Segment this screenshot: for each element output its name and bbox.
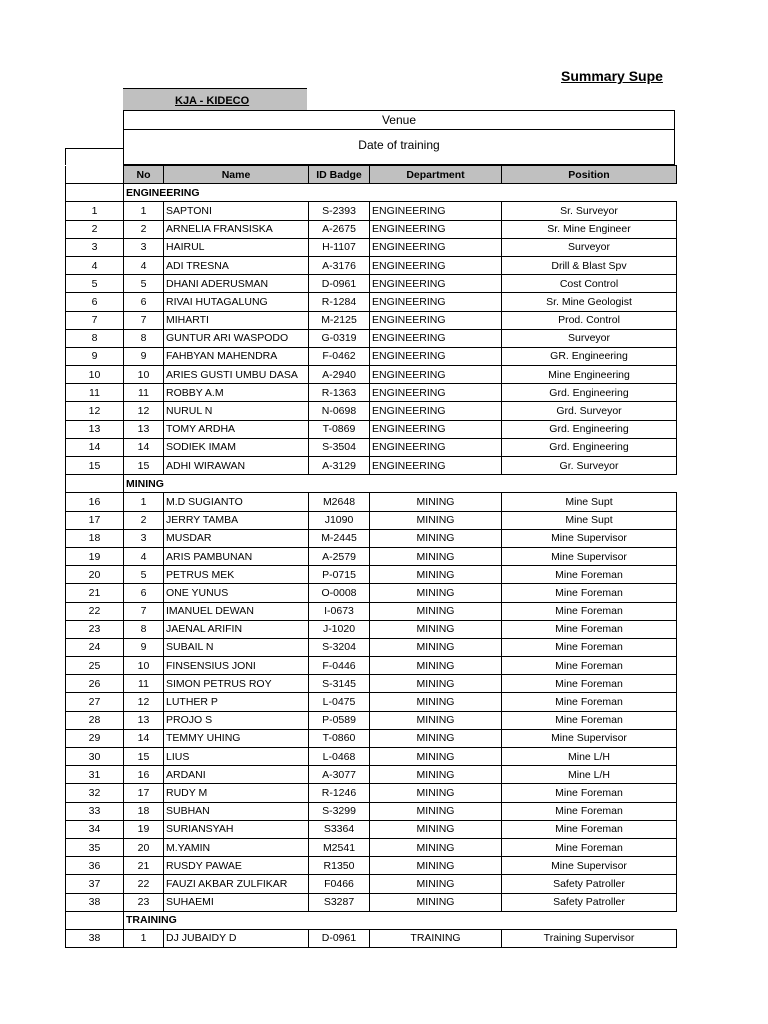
department-cell: MINING <box>370 711 502 729</box>
name-cell: SURIANSYAH <box>164 820 309 838</box>
seq-cell: 35 <box>66 838 124 856</box>
no-cell: 20 <box>124 838 164 856</box>
no-cell: 1 <box>124 202 164 220</box>
name-cell: PROJO S <box>164 711 309 729</box>
name-cell: LIUS <box>164 748 309 766</box>
position-cell: Mine Supt <box>502 493 677 511</box>
no-cell: 14 <box>124 729 164 747</box>
table-row <box>66 457 677 475</box>
position-cell: Mine Foreman <box>502 584 677 602</box>
name-cell: HAIRUL <box>164 238 309 256</box>
position-cell: Surveyor <box>502 329 677 347</box>
seq-cell: 4 <box>66 256 124 274</box>
section-seq-cell <box>66 475 124 493</box>
department-cell: ENGINEERING <box>370 220 502 238</box>
section-label: MINING <box>126 477 164 490</box>
seq-cell: 13 <box>66 420 124 438</box>
table-row <box>66 693 677 711</box>
name-cell: FAHBYAN MAHENDRA <box>164 347 309 365</box>
table-row <box>66 838 677 856</box>
seq-cell: 37 <box>66 875 124 893</box>
position-cell: Safety Patroller <box>502 875 677 893</box>
no-cell: 12 <box>124 402 164 420</box>
id-badge-cell: A-2940 <box>309 366 370 384</box>
seq-cell: 11 <box>66 384 124 402</box>
table-row <box>66 657 677 675</box>
seq-cell: 22 <box>66 602 124 620</box>
section-row <box>66 184 677 202</box>
name-cell: SIMON PETRUS ROY <box>164 675 309 693</box>
seq-cell: 1 <box>66 202 124 220</box>
table-row <box>66 620 677 638</box>
no-cell: 2 <box>124 511 164 529</box>
section-label: TRAINING <box>126 914 177 927</box>
no-cell: 8 <box>124 620 164 638</box>
no-cell: 22 <box>124 875 164 893</box>
department-cell: MINING <box>370 802 502 820</box>
department-cell: MINING <box>370 602 502 620</box>
seq-cell: 25 <box>66 657 124 675</box>
no-cell: 9 <box>124 638 164 656</box>
id-badge-cell: S-3504 <box>309 438 370 456</box>
department-cell: ENGINEERING <box>370 238 502 256</box>
sheet-border-stub <box>65 148 124 165</box>
department-cell: ENGINEERING <box>370 202 502 220</box>
name-cell: RIVAI HUTAGALUNG <box>164 293 309 311</box>
department-cell: ENGINEERING <box>370 457 502 475</box>
department-cell: MINING <box>370 675 502 693</box>
name-cell: NURUL N <box>164 402 309 420</box>
table-row <box>66 638 677 656</box>
name-cell: ROBBY A.M <box>164 384 309 402</box>
table-row <box>66 275 677 293</box>
name-cell: LUTHER P <box>164 693 309 711</box>
seq-cell: 29 <box>66 729 124 747</box>
position-cell: Mine Supt <box>502 511 677 529</box>
table-row <box>66 802 677 820</box>
position-cell: Mine Supervisor <box>502 857 677 875</box>
position-cell: Sr. Surveyor <box>502 202 677 220</box>
id-badge-cell: D-0961 <box>309 929 370 947</box>
id-badge-cell: R-1284 <box>309 293 370 311</box>
header-department: Department <box>370 166 502 184</box>
department-cell: ENGINEERING <box>370 275 502 293</box>
table-row <box>66 820 677 838</box>
seq-cell: 21 <box>66 584 124 602</box>
id-badge-cell: M2648 <box>309 493 370 511</box>
position-cell: Mine Foreman <box>502 693 677 711</box>
seq-cell: 28 <box>66 711 124 729</box>
id-badge-cell: R-1363 <box>309 384 370 402</box>
header-no: No <box>124 166 164 184</box>
position-cell: Mine Foreman <box>502 820 677 838</box>
table-row <box>66 929 677 947</box>
no-cell: 21 <box>124 857 164 875</box>
table-row <box>66 511 677 529</box>
page-title: Summary Supe <box>561 68 663 84</box>
department-cell: MINING <box>370 511 502 529</box>
table-row <box>66 748 677 766</box>
seq-cell: 17 <box>66 511 124 529</box>
position-cell: Mine Engineering <box>502 366 677 384</box>
name-cell: ARNELIA FRANSISKA <box>164 220 309 238</box>
seq-cell: 26 <box>66 675 124 693</box>
position-cell: Mine Foreman <box>502 802 677 820</box>
name-cell: M.YAMIN <box>164 838 309 856</box>
name-cell: ARIS PAMBUNAN <box>164 547 309 565</box>
department-cell: MINING <box>370 729 502 747</box>
name-cell: SUHAEMI <box>164 893 309 911</box>
table-row <box>66 238 677 256</box>
position-cell: Mine Foreman <box>502 838 677 856</box>
id-badge-cell: P-0715 <box>309 566 370 584</box>
department-cell: ENGINEERING <box>370 347 502 365</box>
department-cell: MINING <box>370 857 502 875</box>
name-cell: SUBHAN <box>164 802 309 820</box>
position-cell: Mine Foreman <box>502 711 677 729</box>
table-row <box>66 729 677 747</box>
id-badge-cell: P-0589 <box>309 711 370 729</box>
name-cell: ADHI WIRAWAN <box>164 457 309 475</box>
header-position: Position <box>502 166 677 184</box>
id-badge-cell: L-0475 <box>309 693 370 711</box>
department-cell: MINING <box>370 893 502 911</box>
department-cell: ENGINEERING <box>370 311 502 329</box>
name-cell: ARIES GUSTI UMBU DASA <box>164 366 309 384</box>
department-cell: MINING <box>370 584 502 602</box>
no-cell: 17 <box>124 784 164 802</box>
id-badge-cell: S-2393 <box>309 202 370 220</box>
id-badge-cell: A-2579 <box>309 547 370 565</box>
id-badge-cell: J1090 <box>309 511 370 529</box>
department-cell: MINING <box>370 693 502 711</box>
name-cell: SAPTONI <box>164 202 309 220</box>
name-cell: PETRUS MEK <box>164 566 309 584</box>
seq-cell: 12 <box>66 402 124 420</box>
no-cell: 5 <box>124 566 164 584</box>
name-cell: TEMMY UHING <box>164 729 309 747</box>
no-cell: 12 <box>124 693 164 711</box>
table-header-row <box>66 166 677 184</box>
id-badge-cell: N-0698 <box>309 402 370 420</box>
id-badge-cell: F-0462 <box>309 347 370 365</box>
department-cell: MINING <box>370 748 502 766</box>
table-row <box>66 766 677 784</box>
no-cell: 7 <box>124 602 164 620</box>
id-badge-cell: T-0860 <box>309 729 370 747</box>
section-row <box>66 911 677 929</box>
seq-cell: 8 <box>66 329 124 347</box>
department-cell: MINING <box>370 820 502 838</box>
department-cell: ENGINEERING <box>370 384 502 402</box>
no-cell: 23 <box>124 893 164 911</box>
position-cell: GR. Engineering <box>502 347 677 365</box>
seq-cell: 31 <box>66 766 124 784</box>
seq-cell: 10 <box>66 366 124 384</box>
no-cell: 7 <box>124 311 164 329</box>
venue-field: Venue <box>123 110 675 130</box>
seq-cell: 6 <box>66 293 124 311</box>
name-cell: TOMY ARDHA <box>164 420 309 438</box>
seq-cell: 38 <box>66 893 124 911</box>
no-cell: 5 <box>124 275 164 293</box>
table-row <box>66 329 677 347</box>
position-cell: Mine Foreman <box>502 675 677 693</box>
no-cell: 19 <box>124 820 164 838</box>
id-badge-cell: G-0319 <box>309 329 370 347</box>
table-row <box>66 875 677 893</box>
no-cell: 3 <box>124 238 164 256</box>
position-cell: Mine L/H <box>502 766 677 784</box>
id-badge-cell: F-0446 <box>309 657 370 675</box>
name-cell: RUSDY PAWAE <box>164 857 309 875</box>
table-row <box>66 311 677 329</box>
company-name: KJA - KIDECO <box>175 95 250 107</box>
position-cell: Mine Foreman <box>502 566 677 584</box>
no-cell: 11 <box>124 675 164 693</box>
no-cell: 8 <box>124 329 164 347</box>
no-cell: 6 <box>124 584 164 602</box>
date-of-training-field: Date of training <box>123 129 675 165</box>
header-name: Name <box>164 166 309 184</box>
table-row <box>66 402 677 420</box>
position-cell: Safety Patroller <box>502 893 677 911</box>
department-cell: ENGINEERING <box>370 438 502 456</box>
section-seq-cell <box>66 184 124 202</box>
name-cell: SODIEK IMAM <box>164 438 309 456</box>
id-badge-cell: H-1107 <box>309 238 370 256</box>
no-cell: 6 <box>124 293 164 311</box>
department-cell: MINING <box>370 657 502 675</box>
table-row <box>66 420 677 438</box>
no-cell: 3 <box>124 529 164 547</box>
name-cell: JAENAL ARIFIN <box>164 620 309 638</box>
table-row <box>66 493 677 511</box>
header-seq <box>66 166 124 184</box>
department-cell: MINING <box>370 766 502 784</box>
position-cell: Drill & Blast Spv <box>502 256 677 274</box>
position-cell: Grd. Engineering <box>502 420 677 438</box>
no-cell: 18 <box>124 802 164 820</box>
section-seq-cell <box>66 911 124 929</box>
table-row <box>66 293 677 311</box>
seq-cell: 36 <box>66 857 124 875</box>
table-row <box>66 857 677 875</box>
name-cell: M.D SUGIANTO <box>164 493 309 511</box>
seq-cell: 2 <box>66 220 124 238</box>
id-badge-cell: S3287 <box>309 893 370 911</box>
no-cell: 10 <box>124 657 164 675</box>
table-row <box>66 784 677 802</box>
department-cell: MINING <box>370 547 502 565</box>
seq-cell: 3 <box>66 238 124 256</box>
no-cell: 1 <box>124 929 164 947</box>
id-badge-cell: S-3299 <box>309 802 370 820</box>
seq-cell: 9 <box>66 347 124 365</box>
id-badge-cell: A-3176 <box>309 256 370 274</box>
position-cell: Mine Supervisor <box>502 529 677 547</box>
position-cell: Sr. Mine Geologist <box>502 293 677 311</box>
id-badge-cell: J-1020 <box>309 620 370 638</box>
department-cell: ENGINEERING <box>370 293 502 311</box>
no-cell: 16 <box>124 766 164 784</box>
company-header <box>123 88 307 111</box>
id-badge-cell: S-3204 <box>309 638 370 656</box>
department-cell: MINING <box>370 529 502 547</box>
position-cell: Grd. Surveyor <box>502 402 677 420</box>
table-row <box>66 675 677 693</box>
no-cell: 11 <box>124 384 164 402</box>
id-badge-cell: O-0008 <box>309 584 370 602</box>
position-cell: Sr. Mine Engineer <box>502 220 677 238</box>
table-row <box>66 256 677 274</box>
id-badge-cell: A-3077 <box>309 766 370 784</box>
seq-cell: 33 <box>66 802 124 820</box>
id-badge-cell: M2541 <box>309 838 370 856</box>
seq-cell: 38 <box>66 929 124 947</box>
name-cell: MUSDAR <box>164 529 309 547</box>
seq-cell: 5 <box>66 275 124 293</box>
position-cell: Mine L/H <box>502 748 677 766</box>
position-cell: Mine Foreman <box>502 638 677 656</box>
participants-table <box>65 165 677 948</box>
position-cell: Mine Foreman <box>502 784 677 802</box>
section-label: ENGINEERING <box>126 186 200 199</box>
id-badge-cell: A-3129 <box>309 457 370 475</box>
name-cell: DHANI ADERUSMAN <box>164 275 309 293</box>
seq-cell: 7 <box>66 311 124 329</box>
position-cell: Mine Foreman <box>502 620 677 638</box>
no-cell: 9 <box>124 347 164 365</box>
seq-cell: 32 <box>66 784 124 802</box>
seq-cell: 18 <box>66 529 124 547</box>
header-id-badge: ID Badge <box>309 166 370 184</box>
name-cell: JERRY TAMBA <box>164 511 309 529</box>
id-badge-cell: R-1246 <box>309 784 370 802</box>
table-row <box>66 347 677 365</box>
department-cell: ENGINEERING <box>370 329 502 347</box>
seq-cell: 27 <box>66 693 124 711</box>
position-cell: Surveyor <box>502 238 677 256</box>
name-cell: SUBAIL N <box>164 638 309 656</box>
table-row <box>66 529 677 547</box>
position-cell: Training Supervisor <box>502 929 677 947</box>
seq-cell: 23 <box>66 620 124 638</box>
no-cell: 13 <box>124 420 164 438</box>
table-body <box>66 184 677 948</box>
position-cell: Gr. Surveyor <box>502 457 677 475</box>
position-cell: Grd. Engineering <box>502 438 677 456</box>
table-row <box>66 893 677 911</box>
seq-cell: 19 <box>66 547 124 565</box>
department-cell: ENGINEERING <box>370 420 502 438</box>
department-cell: ENGINEERING <box>370 402 502 420</box>
department-cell: TRAINING <box>370 929 502 947</box>
table-row <box>66 202 677 220</box>
department-cell: MINING <box>370 784 502 802</box>
name-cell: FINSENSIUS JONI <box>164 657 309 675</box>
id-badge-cell: L-0468 <box>309 748 370 766</box>
seq-cell: 24 <box>66 638 124 656</box>
table-row <box>66 711 677 729</box>
name-cell: MIHARTI <box>164 311 309 329</box>
seq-cell: 14 <box>66 438 124 456</box>
seq-cell: 34 <box>66 820 124 838</box>
position-cell: Mine Supervisor <box>502 547 677 565</box>
table-row <box>66 438 677 456</box>
id-badge-cell: S-3145 <box>309 675 370 693</box>
id-badge-cell: T-0869 <box>309 420 370 438</box>
id-badge-cell: D-0961 <box>309 275 370 293</box>
name-cell: GUNTUR ARI WASPODO <box>164 329 309 347</box>
name-cell: ADI TRESNA <box>164 256 309 274</box>
position-cell: Grd. Engineering <box>502 384 677 402</box>
position-cell: Mine Foreman <box>502 657 677 675</box>
table-row <box>66 220 677 238</box>
department-cell: ENGINEERING <box>370 366 502 384</box>
department-cell: MINING <box>370 638 502 656</box>
name-cell: RUDY M <box>164 784 309 802</box>
no-cell: 10 <box>124 366 164 384</box>
name-cell: DJ JUBAIDY D <box>164 929 309 947</box>
no-cell: 13 <box>124 711 164 729</box>
no-cell: 14 <box>124 438 164 456</box>
name-cell: ARDANI <box>164 766 309 784</box>
department-cell: MINING <box>370 620 502 638</box>
id-badge-cell: M-2445 <box>309 529 370 547</box>
department-cell: MINING <box>370 493 502 511</box>
no-cell: 15 <box>124 748 164 766</box>
id-badge-cell: S3364 <box>309 820 370 838</box>
table-row <box>66 602 677 620</box>
name-cell: ONE YUNUS <box>164 584 309 602</box>
department-cell: MINING <box>370 838 502 856</box>
seq-cell: 30 <box>66 748 124 766</box>
name-cell: IMANUEL DEWAN <box>164 602 309 620</box>
department-cell: MINING <box>370 566 502 584</box>
position-cell: Mine Supervisor <box>502 729 677 747</box>
seq-cell: 20 <box>66 566 124 584</box>
no-cell: 4 <box>124 256 164 274</box>
id-badge-cell: R1350 <box>309 857 370 875</box>
id-badge-cell: A-2675 <box>309 220 370 238</box>
no-cell: 15 <box>124 457 164 475</box>
id-badge-cell: I-0673 <box>309 602 370 620</box>
position-cell: Cost Control <box>502 275 677 293</box>
table-row <box>66 566 677 584</box>
seq-cell: 16 <box>66 493 124 511</box>
name-cell: FAUZI AKBAR ZULFIKAR <box>164 875 309 893</box>
no-cell: 1 <box>124 493 164 511</box>
table-row <box>66 547 677 565</box>
table-row <box>66 366 677 384</box>
no-cell: 2 <box>124 220 164 238</box>
section-row <box>66 475 677 493</box>
seq-cell: 15 <box>66 457 124 475</box>
department-cell: ENGINEERING <box>370 256 502 274</box>
position-cell: Prod. Control <box>502 311 677 329</box>
table-row <box>66 584 677 602</box>
id-badge-cell: F0466 <box>309 875 370 893</box>
no-cell: 4 <box>124 547 164 565</box>
department-cell: MINING <box>370 875 502 893</box>
position-cell: Mine Foreman <box>502 602 677 620</box>
id-badge-cell: M-2125 <box>309 311 370 329</box>
table-row <box>66 384 677 402</box>
